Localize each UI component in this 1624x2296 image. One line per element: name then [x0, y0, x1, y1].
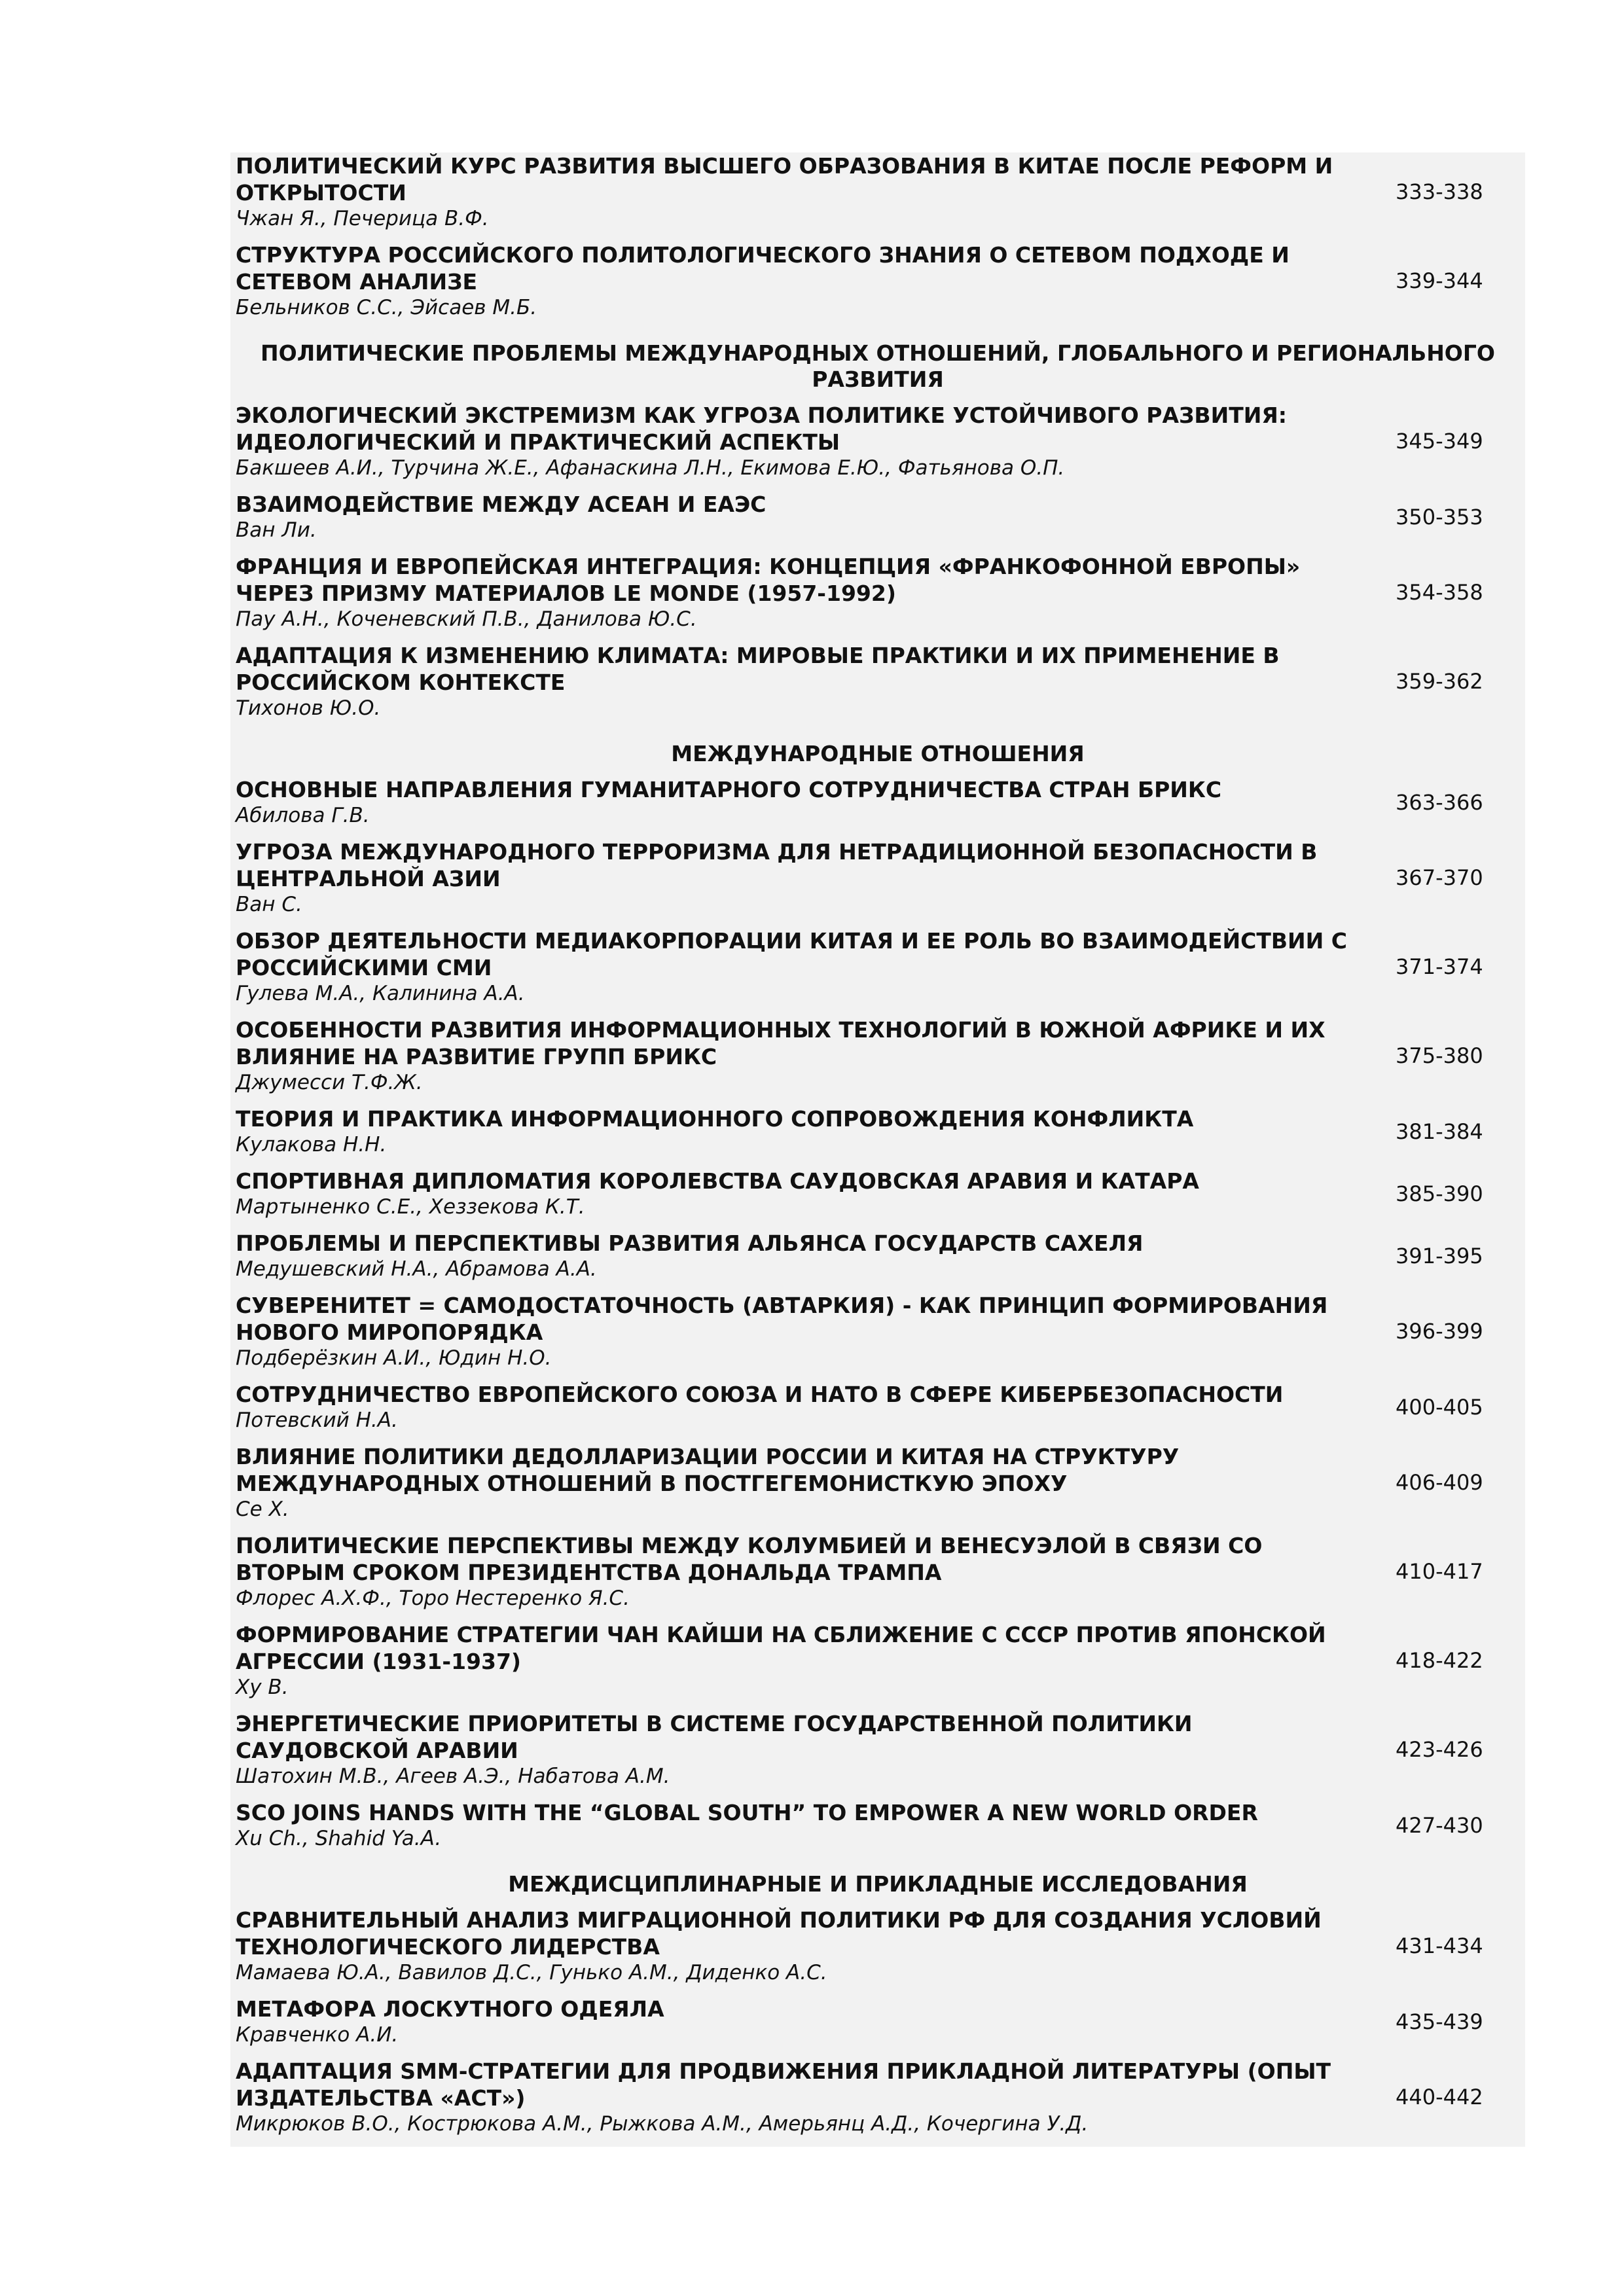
article-authors: Бельников С.С., Эйсаев М.Б.	[236, 296, 537, 319]
entry-text	[236, 1230, 1396, 1282]
toc-entry	[230, 1443, 1525, 1522]
article-authors: Гулева М.А., Калинина А.А.	[236, 982, 525, 1005]
article-title: ФОРМИРОВАНИЕ СТРАТЕГИИ ЧАН КАЙШИ НА СБЛИЖЕНИЕ С СССР ПРОТИВ ЯПОНСКОЙ АГРЕССИИ (1931-1937)	[236, 1622, 1326, 1674]
article-title: ТЕОРИЯ И ПРАКТИКА ИНФОРМАЦИОННОГО СОПРОВОЖДЕНИЯ КОНФЛИКТА	[236, 1106, 1194, 1132]
page-range: 396-399	[1396, 1319, 1483, 1344]
toc-entry	[230, 1105, 1525, 1157]
section-heading: ПОЛИТИЧЕСКИЕ ПРОБЛЕМЫ МЕЖДУНАРОДНЫХ ОТНОШЕНИЙ, ГЛОБАЛЬНОГО И РЕГИОНАЛЬНОГО РАЗВИТИЯ	[261, 340, 1495, 392]
entry-spacer	[230, 543, 1525, 553]
table-of-contents	[230, 152, 1525, 2147]
entry-text	[236, 1443, 1396, 1522]
article-authors: Шатохин М.В., Агеев А.Э., Набатова А.М.	[236, 1765, 670, 1788]
entry-spacer	[230, 1433, 1525, 1443]
article-authors: Ван С.	[236, 893, 302, 916]
toc-entry	[230, 553, 1525, 632]
article-title: ПРОБЛЕМЫ И ПЕРСПЕКТИВЫ РАЗВИТИЯ АЛЬЯНСА ГОСУДАРСТВ САХЕЛЯ	[236, 1230, 1144, 1256]
page-range: 375-380	[1396, 1043, 1483, 1068]
article-authors: Ху В.	[236, 1676, 289, 1699]
entry-spacer	[230, 1219, 1525, 1230]
page-range: 400-405	[1396, 1394, 1483, 1420]
entry-spacer	[230, 480, 1525, 491]
article-title: ЭНЕРГЕТИЧЕСКИЕ ПРИОРИТЕТЫ В СИСТЕМЕ ГОСУДАРСТВЕННОЙ ПОЛИТИКИ САУДОВСКОЙ АРАВИИ	[236, 1711, 1193, 1763]
article-title: АДАПТАЦИЯ К ИЗМЕНЕНИЮ КЛИМАТА: МИРОВЫЕ ПРАКТИКИ И ИХ ПРИМЕНЕНИЕ В РОССИЙСКОМ КОНТЕКСТЕ	[236, 643, 1280, 695]
article-title: ОБЗОР ДЕЯТЕЛЬНОСТИ МЕДИАКОРПОРАЦИИ КИТАЯ И ЕЕ РОЛЬ ВО ВЗАИМОДЕЙСТВИИ С РОССИЙСКИМИ СМИ	[236, 928, 1347, 980]
page-range: 423-426	[1396, 1737, 1483, 1762]
article-title: ВЗАИМОДЕЙСТВИЕ МЕЖДУ АСЕАН И ЕАЭС	[236, 492, 767, 517]
entry-text	[236, 776, 1396, 828]
toc-entry	[230, 642, 1525, 721]
entry-text	[236, 2058, 1396, 2136]
entry-text	[236, 927, 1396, 1006]
section-heading: МЕЖДИСЦИПЛИНАРНЫЕ И ПРИКЛАДНЫЕ ИССЛЕДОВАНИЯ	[508, 1871, 1248, 1897]
toc-entry	[230, 491, 1525, 543]
page-range: 406-409	[1396, 1470, 1483, 1495]
article-authors: Абилова Г.В.	[236, 804, 370, 827]
entry-spacer	[230, 917, 1525, 927]
page-range: 359-362	[1396, 669, 1483, 694]
toc-entry	[230, 1230, 1525, 1282]
page-range: 381-384	[1396, 1119, 1483, 1144]
entry-text	[236, 1532, 1396, 1611]
entry-text	[236, 1381, 1396, 1433]
article-title: ПОЛИТИЧЕСКИЙ КУРС РАЗВИТИЯ ВЫСШЕГО ОБРАЗОВАНИЯ В КИТАЕ ПОСЛЕ РЕФОРМ И ОТКРЫТОСТИ	[236, 153, 1333, 206]
article-title: ОСНОВНЫЕ НАПРАВЛЕНИЯ ГУМАНИТАРНОГО СОТРУДНИЧЕСТВА СТРАН БРИКС	[236, 777, 1222, 802]
article-title: СПОРТИВНАЯ ДИПЛОМАТИЯ КОРОЛЕВСТВА САУДОВСКАЯ АРАВИЯ И КАТАРА	[236, 1168, 1199, 1194]
toc-entry	[230, 1710, 1525, 1789]
entry-spacer	[230, 1985, 1525, 1996]
entry-spacer	[230, 1282, 1525, 1292]
entry-spacer	[230, 2047, 1525, 2058]
article-title: СУВЕРЕНИТЕТ = САМОДОСТАТОЧНОСТЬ (АВТАРКИЯ) - КАК ПРИНЦИП ФОРМИРОВАНИЯ НОВОГО МИРОПОРЯДКА	[236, 1293, 1328, 1345]
entry-text	[236, 1105, 1396, 1157]
entry-text	[236, 1016, 1396, 1095]
toc-entry	[230, 2058, 1525, 2136]
article-authors: Микрюков В.О., Кострюкова А.М., Рыжкова А.М., Амерьянц А.Д., Кочергина У.Д.	[236, 2112, 1089, 2136]
article-title: ФРАНЦИЯ И ЕВРОПЕЙСКАЯ ИНТЕГРАЦИЯ: КОНЦЕПЦИЯ «ФРАНКОФОННОЙ ЕВРОПЫ» ЧЕРЕЗ ПРИЗМУ МАТЕРИАЛОВ LE MONDE (1957-1992)	[236, 554, 1301, 606]
entry-text	[236, 553, 1396, 632]
entry-spacer	[230, 1157, 1525, 1168]
toc-entry	[230, 1799, 1525, 1851]
article-authors: Медушевский Н.А., Абрамова А.А.	[236, 1257, 597, 1281]
page-range: 363-366	[1396, 789, 1483, 815]
entry-text	[236, 491, 1396, 543]
page-range: 440-442	[1396, 2085, 1483, 2109]
entry-spacer	[230, 1611, 1525, 1621]
article-title: ЭКОЛОГИЧЕСКИЙ ЭКСТРЕМИЗМ КАК УГРОЗА ПОЛИТИКЕ УСТОЙЧИВОГО РАЗВИТИЯ: ИДЕОЛОГИЧЕСКИЙ И ПРАКТИЧЕСКИЙ АСПЕКТЫ	[236, 403, 1287, 455]
toc-entry	[230, 1168, 1525, 1219]
article-authors: Ван Ли.	[236, 518, 317, 542]
article-title: АДАПТАЦИЯ SMM-СТРАТЕГИИ ДЛЯ ПРОДВИЖЕНИЯ ПРИКЛАДНОЙ ЛИТЕРАТУРЫ (ОПЫТ ИЗДАТЕЛЬСТВА «АСТ»)	[236, 2058, 1331, 2111]
article-authors: Тихонов Ю.О.	[236, 696, 381, 720]
entry-text	[236, 642, 1396, 721]
article-title: СТРУКТУРА РОССИЙСКОГО ПОЛИТОЛОГИЧЕСКОГО ЗНАНИЯ О СЕТЕВОМ ПОДХОДЕ И СЕТЕВОМ АНАЛИЗЕ	[236, 242, 1290, 295]
page-range: 431-434	[1396, 1933, 1483, 1958]
article-title: ПОЛИТИЧЕСКИЕ ПЕРСПЕКТИВЫ МЕЖДУ КОЛУМБИЕЙ И ВЕНЕСУЭЛОЙ В СВЯЗИ СО ВТОРЫМ СРОКОМ ПРЕЗИДЕНТСТВА ДОНАЛЬДА ТРАМПА	[236, 1533, 1263, 1585]
article-title: СРАВНИТЕЛЬНЫЙ АНАЛИЗ МИГРАЦИОННОЙ ПОЛИТИКИ РФ ДЛЯ СОЗДАНИЯ УСЛОВИЙ ТЕХНОЛОГИЧЕСКОГО ЛИДЕРСТВА	[236, 1907, 1322, 1960]
entry-text	[236, 1621, 1396, 1700]
article-authors: Подберёзкин А.И., Юдин Н.О.	[236, 1346, 552, 1370]
page-range: 391-395	[1396, 1243, 1483, 1268]
entry-spacer	[230, 721, 1525, 731]
page-range: 339-344	[1396, 268, 1483, 293]
article-title: УГРОЗА МЕЖДУНАРОДНОГО ТЕРРОРИЗМА ДЛЯ НЕТРАДИЦИОННОЙ БЕЗОПАСНОСТИ В ЦЕНТРАЛЬНОЙ АЗИИ	[236, 839, 1318, 891]
entry-text	[236, 1710, 1396, 1789]
article-authors: Се Х.	[236, 1498, 289, 1521]
toc-entry	[230, 1016, 1525, 1095]
toc-entry	[230, 776, 1525, 828]
entry-text	[236, 1799, 1396, 1851]
toc-entry	[230, 1996, 1525, 2047]
entry-spacer	[230, 2136, 1525, 2147]
toc-entry	[230, 927, 1525, 1006]
entry-spacer	[230, 1700, 1525, 1710]
article-authors: Джумесси Т.Ф.Ж.	[236, 1071, 423, 1094]
entry-spacer	[230, 1371, 1525, 1381]
article-authors: Флорес А.Х.Ф., Торо Нестеренко Я.С.	[236, 1587, 630, 1610]
entry-text	[236, 402, 1396, 480]
toc-entry	[230, 242, 1525, 320]
toc-entry	[230, 838, 1525, 917]
page-range: 354-358	[1396, 580, 1483, 605]
article-authors: Xu Ch., Shahid Ya.A.	[236, 1827, 442, 1850]
toc-entry	[230, 152, 1525, 231]
entry-text	[236, 1168, 1396, 1219]
page-range: 333-338	[1396, 179, 1483, 204]
entry-text	[236, 1292, 1396, 1371]
page-range: 350-353	[1396, 504, 1483, 529]
page-range: 371-374	[1396, 954, 1483, 979]
entry-text	[236, 1996, 1396, 2047]
entry-spacer	[230, 1789, 1525, 1799]
article-title: ОСОБЕННОСТИ РАЗВИТИЯ ИНФОРМАЦИОННЫХ ТЕХНОЛОГИЙ В ЮЖНОЙ АФРИКЕ И ИХ ВЛИЯНИЕ НА РАЗВИТИЕ ГРУПП БРИКС	[236, 1017, 1326, 1069]
page-range: 385-390	[1396, 1181, 1483, 1206]
page-range: 410-417	[1396, 1559, 1483, 1584]
entry-text	[236, 242, 1396, 320]
article-title: ВЛИЯНИЕ ПОЛИТИКИ ДЕДОЛЛАРИЗАЦИИ РОССИИ И КИТАЯ НА СТРУКТУРУ МЕЖДУНАРОДНЫХ ОТНОШЕНИЙ В ПОСТГЕГЕМОНИСТКУЮ ЭПОХУ	[236, 1444, 1180, 1496]
page-range: 418-422	[1396, 1648, 1483, 1673]
toc-entry	[230, 1621, 1525, 1700]
toc-entry	[230, 1292, 1525, 1371]
article-authors: Мамаева Ю.А., Вавилов Д.С., Гунько А.М., Диденко А.С.	[236, 1961, 827, 1984]
article-authors: Мартыненко С.Е., Хеззекова К.Т.	[236, 1195, 585, 1219]
toc-entry	[230, 1381, 1525, 1433]
page-range: 435-439	[1396, 2009, 1483, 2034]
entry-spacer	[230, 231, 1525, 242]
entry-spacer	[230, 1851, 1525, 1861]
article-title: SCO JOINS HANDS WITH THE “GLOBAL SOUTH” TO EMPOWER A NEW WORLD ORDER	[236, 1800, 1258, 1825]
entry-text	[236, 838, 1396, 917]
entry-spacer	[230, 632, 1525, 642]
entry-spacer	[230, 1006, 1525, 1016]
toc-entry	[230, 1907, 1525, 1985]
toc-entry	[230, 402, 1525, 480]
article-authors: Потевский Н.А.	[236, 1408, 398, 1432]
toc-entry	[230, 1532, 1525, 1611]
article-title: МЕТАФОРА ЛОСКУТНОГО ОДЕЯЛА	[236, 1996, 664, 2022]
article-authors: Кулакова Н.Н.	[236, 1133, 387, 1157]
entry-text	[236, 152, 1396, 231]
entry-spacer	[230, 1095, 1525, 1105]
page-range: 427-430	[1396, 1812, 1483, 1838]
article-authors: Бакшеев А.И., Турчина Ж.Е., Афанаскина Л.Н., Екимова Е.Ю., Фатьянова О.П.	[236, 456, 1065, 480]
entry-spacer	[230, 1522, 1525, 1532]
article-authors: Пау А.Н., Коченевский П.В., Данилова Ю.С.	[236, 607, 697, 631]
section-heading: МЕЖДУНАРОДНЫЕ ОТНОШЕНИЯ	[671, 741, 1085, 766]
entry-spacer	[230, 320, 1525, 331]
entry-text	[236, 1907, 1396, 1985]
page-range: 367-370	[1396, 865, 1483, 890]
page-range: 345-349	[1396, 429, 1483, 454]
article-authors: Чжан Я., Печерица В.Ф.	[236, 207, 489, 230]
article-title: СОТРУДНИЧЕСТВО ЕВРОПЕЙСКОГО СОЮЗА И НАТО В СФЕРЕ КИБЕРБЕЗОПАСНОСТИ	[236, 1382, 1284, 1407]
entry-spacer	[230, 828, 1525, 838]
article-authors: Кравченко А.И.	[236, 2023, 399, 2047]
